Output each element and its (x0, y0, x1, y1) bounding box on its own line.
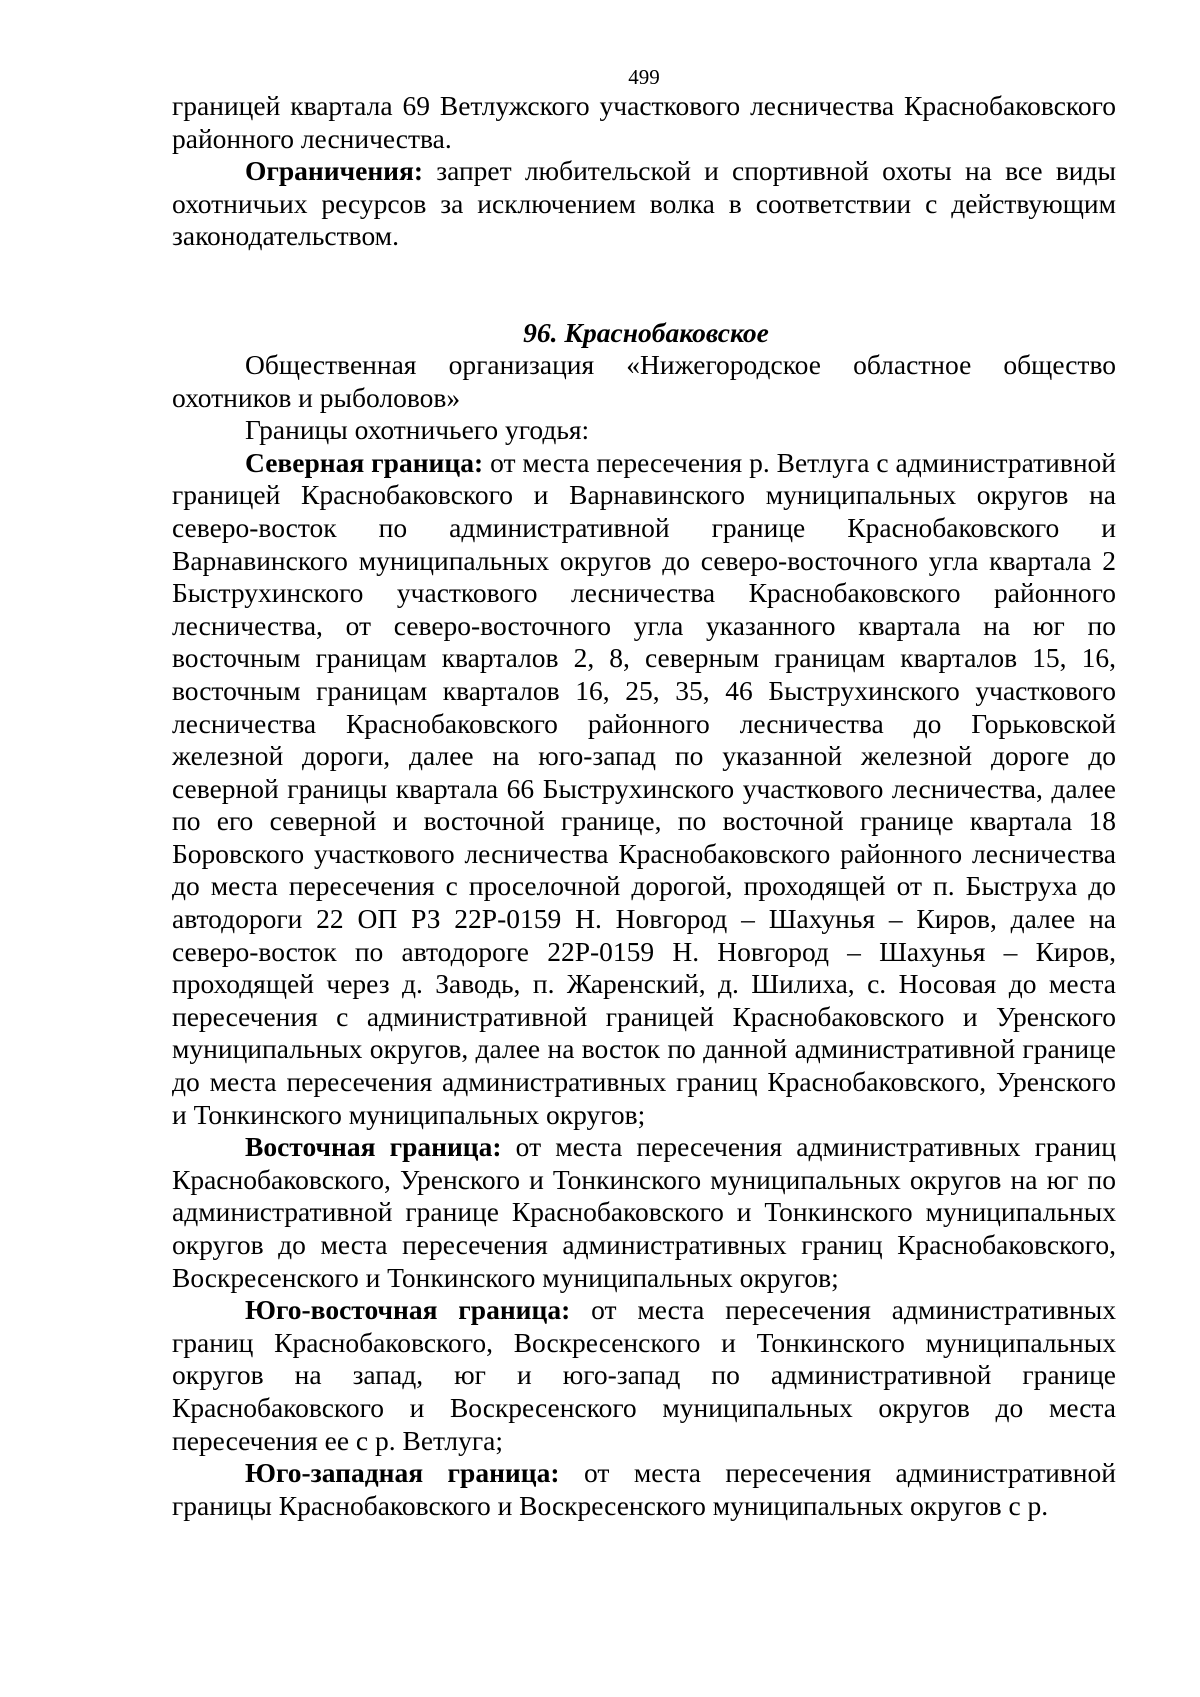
boundary-east-label: Восточная граница: (245, 1131, 502, 1163)
restrictions-label: Ограничения: (245, 155, 424, 187)
boundary-east (172, 1131, 1116, 1294)
boundary-north-text: от места пересечения р. Ветлуга с административной границей Краснобаковского и Варнавинского муниципальных округов на северо-восток по административной границе Краснобаковского и Варнавинского муниципальных округов до северо-восточного угла квартала 2 Быструхинского участкового лесничества Краснобаковского районного лесничества, от северо-восточного угла указанного квартала на юг по восточным границам кварталов 2, 8, северным границам кварталов 15, 16, восточным границам кварталов 16, 25, 35, 46 Быструхинского участкового лесничества Краснобаковского районного лесничества до Горьковской железной дороги, далее на юго-запад по указанной железной дороге до северной границы квартала 66 Быструхинского участкового лесничества, далее по его северной и восточной границе, по восточной границе квартала 18 Боровского участкового лесничества Краснобаковского районного лесничества до места пересечения с проселочной дорогой, проходящей от п. Быструха до автодороги 22 ОП РЗ 22Р-0159 Н. Новгород – Шахунья – Киров, далее на северо-восток по автодороге 22Р-0159 Н. Новгород – Шахунья – Киров, проходящей через д. Заводь, п. Жаренский, д. Шилиха, с. Носовая до места пересечения с административной границей Краснобаковского и Уренского муниципальных округов, далее на восток по данной административной границе до места пересечения административных границ Краснобаковского, Уренского и Тонкинского муниципальных округов; (172, 446, 1116, 1130)
boundary-southwest-label: Юго-западная граница: (245, 1457, 560, 1489)
restrictions-paragraph (172, 155, 1116, 253)
boundary-southeast (172, 1294, 1116, 1457)
boundary-north-label: Северная граница: (245, 446, 484, 478)
boundary-southwest-text: от места пересечения административной границы Краснобаковского и Воскресенского муниципальных округов с р. (172, 1457, 1116, 1521)
section-title: 96. Краснобаковское (523, 316, 769, 348)
continuation-paragraph: границей квартала 69 Ветлужского участкового лесничества Краснобаковского районного лесничества. (172, 90, 1116, 154)
boundary-southeast-label: Юго-восточная граница: (245, 1294, 571, 1326)
restrictions-text: запрет любительской и спортивной охоты на все виды охотничьих ресурсов за исключением волка в соответствии с действующим законодательством. (172, 155, 1116, 252)
boundary-east-text: от места пересечения административных границ Краснобаковского, Уренского и Тонкинского муниципальных округов на юг по административной границе Краснобаковского и Тонкинского муниципальных округов до места пересечения административных границ Краснобаковского, Воскресенского и Тонкинского муниципальных округов; (172, 1131, 1116, 1293)
boundary-southwest (172, 1457, 1116, 1522)
boundaries-heading: Границы охотничьего угодья: (245, 414, 590, 446)
document-page (172, 64, 1116, 1522)
organization-paragraph: Общественная организация «Нижегородское областное общество охотников и рыболовов» (172, 348, 1116, 413)
page-number: 499 (628, 65, 660, 89)
boundary-north (172, 447, 1116, 1131)
boundary-southeast-text: от места пересечения административных границ Краснобаковского, Воскресенского и Тонкинского муниципальных округов на запад, юг и юго-запад по административной границе Краснобаковского и Воскресенского муниципальных округов до места пересечения ее с р. Ветлуга; (172, 1294, 1116, 1456)
